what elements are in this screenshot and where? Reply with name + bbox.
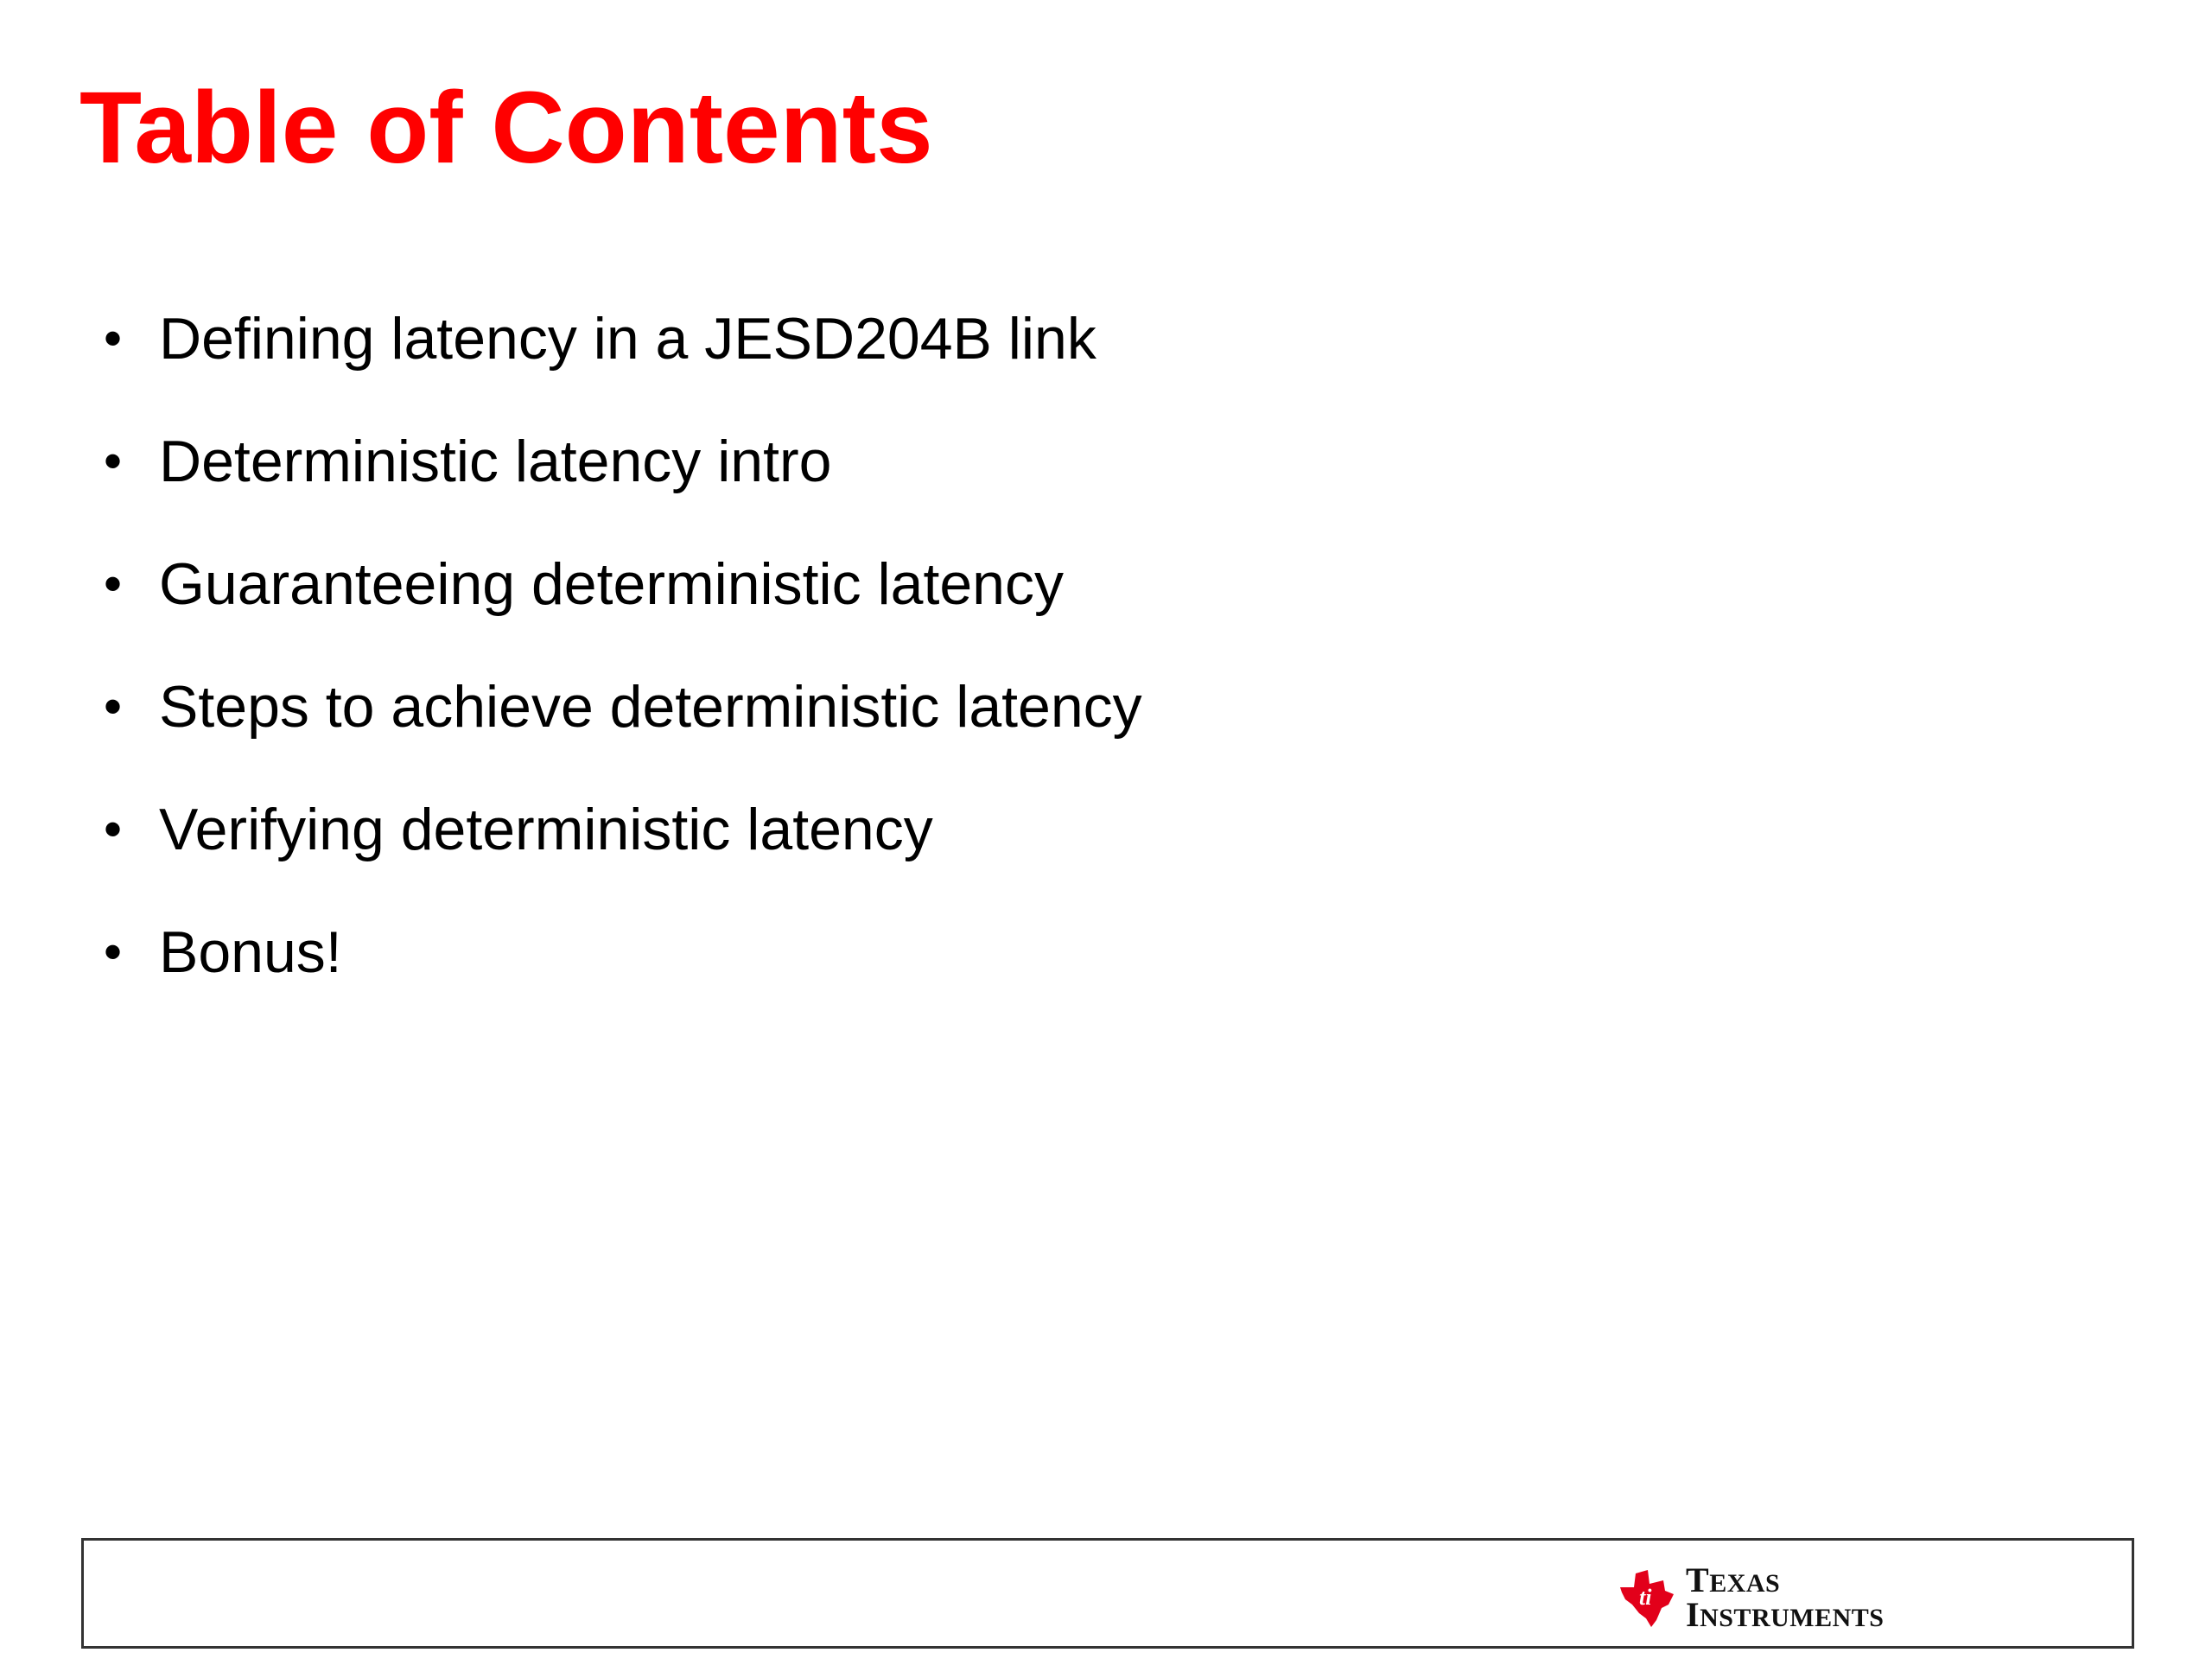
ti-wordmark [1686, 1560, 1885, 1634]
toc-item-text: Bonus! [159, 919, 342, 985]
footer-bar [81, 1538, 2134, 1649]
texas-instruments-logo [1613, 1556, 1959, 1636]
bullet-icon: • [104, 923, 123, 981]
toc-item-text: Guaranteeing deterministic latency [159, 551, 1064, 617]
toc-item-text: Verifying deterministic latency [159, 797, 933, 862]
svg-text:ti: ti [1639, 1585, 1652, 1610]
ti-wordmark-line2: INSTRUMENTS [1686, 1595, 1885, 1634]
ti-wordmark-line1: TEXAS [1686, 1560, 1781, 1599]
toc-item-text: Defining latency in a JESD204B link [159, 306, 1096, 372]
ti-state-icon [1613, 1561, 1682, 1630]
toc-item-text: Deterministic latency intro [159, 429, 832, 494]
slide-title: Table of Contents [79, 71, 933, 185]
bullet-icon: • [104, 432, 123, 490]
bullet-icon: • [104, 677, 123, 735]
bullet-icon: • [104, 555, 123, 613]
bullet-icon: • [104, 800, 123, 858]
toc-item-text: Steps to achieve deterministic latency [159, 674, 1142, 740]
bullet-icon: • [104, 309, 123, 367]
